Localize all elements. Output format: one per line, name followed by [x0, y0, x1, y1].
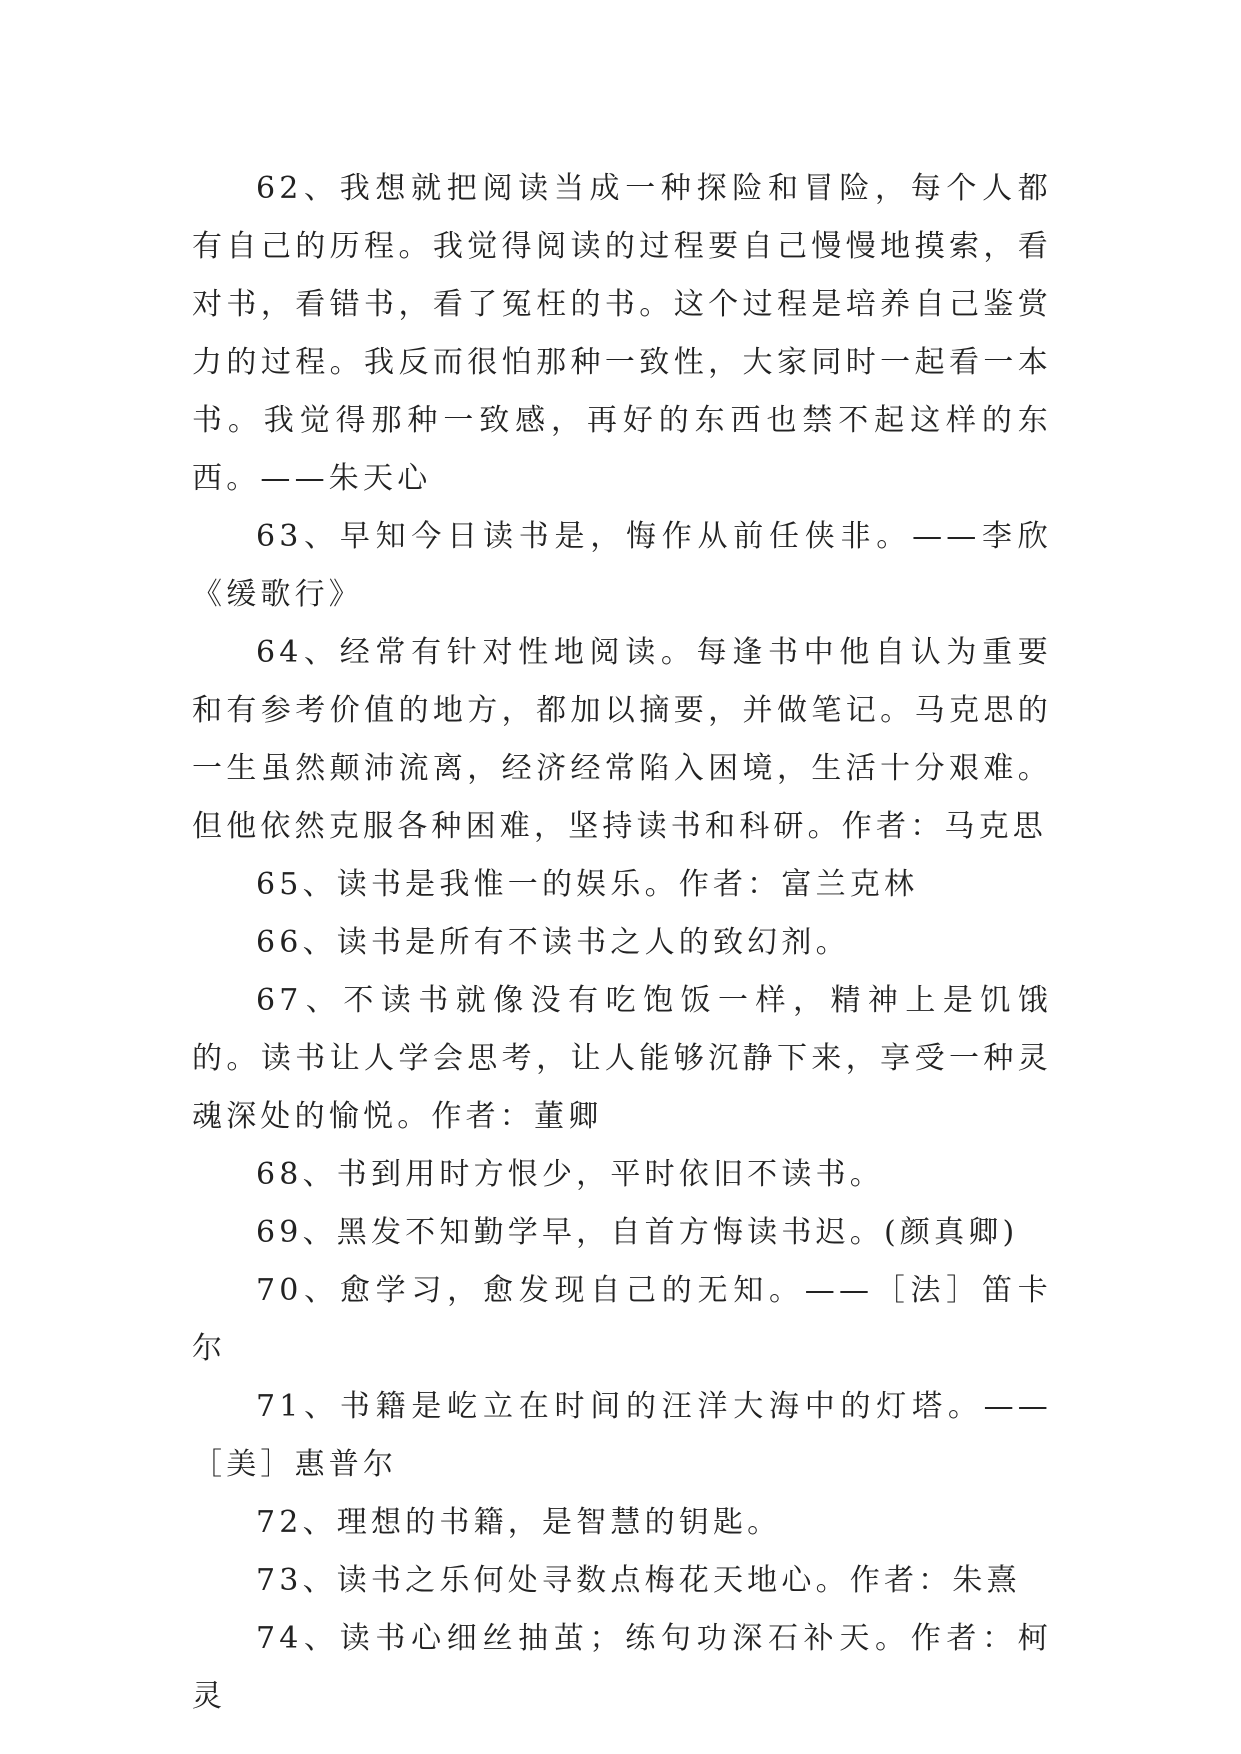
document-page — [192, 160, 1052, 1726]
quote-71: 71、书籍是屹立在时间的汪洋大海中的灯塔。——［美］惠普尔 — [192, 1389, 1052, 1482]
quote-73: 73、读书之乐何处寻数点梅花天地心。作者：朱熹 — [256, 1563, 1021, 1598]
quote-68: 68、书到用时方恨少，平时依旧不读书。 — [256, 1157, 884, 1192]
quote-72: 72、理想的书籍，是智慧的钥匙。 — [256, 1505, 782, 1540]
quote-69: 69、黑发不知勤学早，自首方悔读书迟。(颜真卿) — [256, 1215, 1019, 1250]
quote-70: 70、愈学习，愈发现自己的无知。——［法］笛卡尔 — [192, 1273, 1052, 1366]
quote-65: 65、读书是我惟一的娱乐。作者：富兰克林 — [256, 867, 919, 902]
quote-74: 74、读书心细丝抽茧；练句功深石补天。作者：柯灵 — [192, 1621, 1052, 1714]
quote-62: 62、我想就把阅读当成一种探险和冒险，每个人都有自己的历程。我觉得阅读的过程要自己慢慢地摸索，看对书，看错书，看了冤枉的书。这个过程是培养自己鉴赏力的过程。我反而很怕那种一致性，大家同时一起看一本书。我觉得那种一致感，再好的东西也禁不起这样的东西。——朱天心 — [192, 171, 1052, 496]
quote-63: 63、早知今日读书是，悔作从前任侠非。——李欣《缓歌行》 — [192, 519, 1052, 612]
quote-64: 64、经常有针对性地阅读。每逢书中他自认为重要和有参考价值的地方，都加以摘要，并做笔记。马克思的一生虽然颠沛流离，经济经常陷入困境，生活十分艰难。但他依然克服各种困难，坚持读书和科研。作者：马克思 — [192, 635, 1052, 844]
quote-67: 67、不读书就像没有吃饱饭一样，精神上是饥饿的。读书让人学会思考，让人能够沉静下来，享受一种灵魂深处的愉悦。作者：董卿 — [192, 983, 1052, 1134]
quote-66: 66、读书是所有不读书之人的致幻剂。 — [256, 925, 850, 960]
